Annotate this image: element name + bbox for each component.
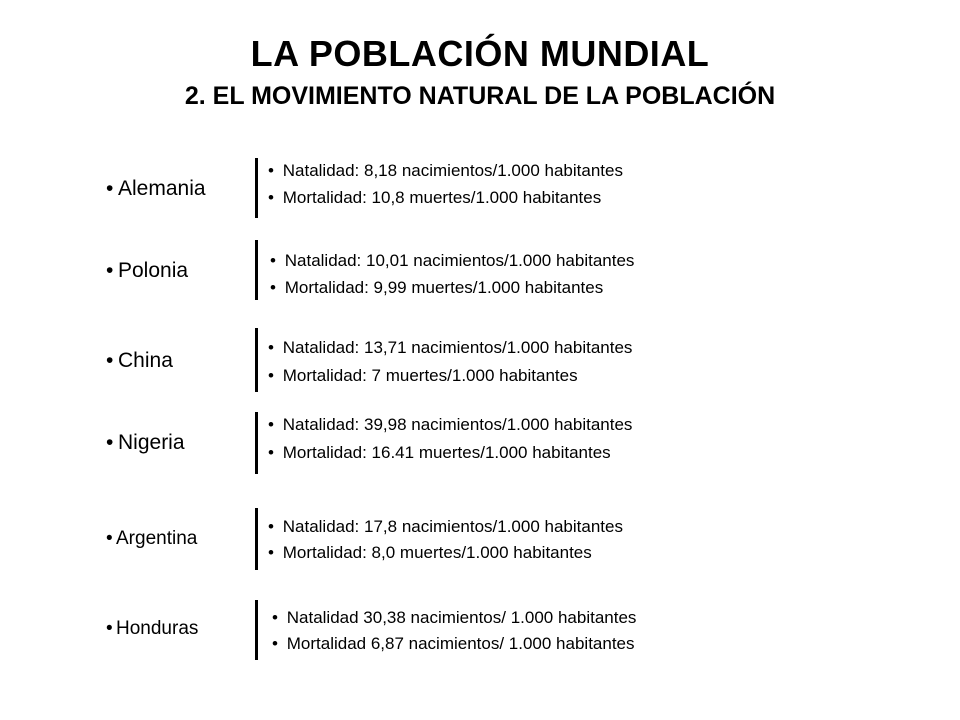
country-label [106,258,188,284]
country-name: Alemania [118,177,206,200]
natalidad-stat [270,250,634,272]
mortalidad-text: Mortalidad 6,87 nacimientos/ 1.000 habitantes [286,634,635,653]
bracket-divider [255,328,258,392]
mortalidad-stat [270,277,603,299]
bracket-divider [255,600,258,660]
natalidad-stat [272,607,636,629]
natalidad-stat [268,337,632,359]
natalidad-stat [268,414,632,436]
bullet-icon: • [270,278,276,297]
country-name: Argentina [116,528,198,549]
bullet-icon: • [268,338,274,357]
mortalidad-stat [272,633,635,655]
mortalidad-text: Mortalidad: 7 muertes/1.000 habitantes [282,366,578,385]
natalidad-text: Natalidad: 10,01 nacimientos/1.000 habitantes [284,251,635,270]
mortalidad-stat [268,542,592,564]
bullet-icon: • [106,618,113,639]
mortalidad-text: Mortalidad: 8,0 muertes/1.000 habitantes [282,543,592,562]
mortalidad-stat [268,365,578,387]
bullet-icon: • [106,177,114,200]
bullet-icon: • [272,634,278,653]
country-name: Polonia [118,259,189,282]
mortalidad-text: Mortalidad: 9,99 muertes/1.000 habitantes [284,278,604,297]
country-name: Honduras [116,618,199,639]
mortalidad-text: Mortalidad: 16.41 muertes/1.000 habitantes [282,443,611,462]
country-label [106,616,198,642]
natalidad-text: Natalidad: 13,71 nacimientos/1.000 habitantes [282,338,633,357]
natalidad-text: Natalidad: 17,8 nacimientos/1.000 habitantes [282,517,623,536]
natalidad-text: Natalidad: 39,98 nacimientos/1.000 habitantes [282,415,633,434]
mortalidad-stat [268,442,611,464]
mortalidad-text: Mortalidad: 10,8 muertes/1.000 habitantes [282,188,602,207]
bullet-icon: • [106,259,114,282]
country-name: China [118,349,173,372]
bracket-divider [255,158,258,218]
country-label [106,526,197,552]
natalidad-text: Natalidad: 8,18 nacimientos/1.000 habitantes [282,161,623,180]
page-subtitle: 2. EL MOVIMIENTO NATURAL DE LA POBLACIÓN [184,82,776,110]
bullet-icon: • [106,431,114,454]
bullet-icon: • [268,443,274,462]
bullet-icon: • [272,608,278,627]
natalidad-stat [268,516,623,538]
bullet-icon: • [268,543,274,562]
bullet-icon: • [268,366,274,385]
natalidad-text: Natalidad 30,38 nacimientos/ 1.000 habitantes [286,608,637,627]
bracket-divider [255,240,258,300]
country-label [106,348,173,374]
natalidad-stat [268,160,623,182]
bullet-icon: • [106,349,114,372]
mortalidad-stat [268,187,601,209]
bracket-divider [255,412,258,474]
country-label [106,430,185,456]
bullet-icon: • [268,188,274,207]
bullet-icon: • [268,415,274,434]
bullet-icon: • [268,517,274,536]
page-title: LA POBLACIÓN MUNDIAL [250,33,710,74]
bracket-divider [255,508,258,570]
country-name: Nigeria [118,431,185,454]
bullet-icon: • [268,161,274,180]
bullet-icon: • [270,251,276,270]
country-label [106,176,206,202]
bullet-icon: • [106,528,113,549]
